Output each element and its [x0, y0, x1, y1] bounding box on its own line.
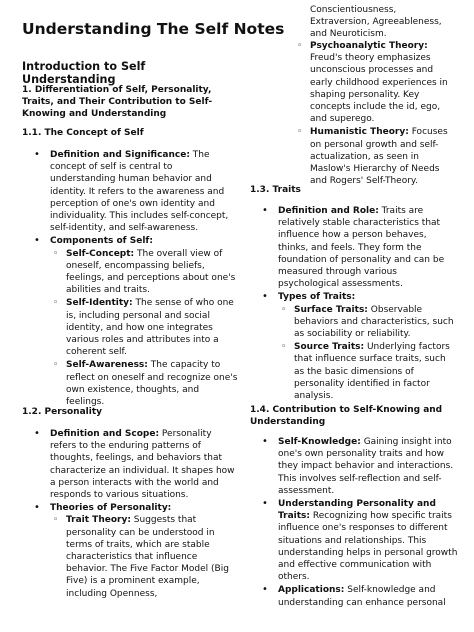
list-item	[278, 304, 458, 341]
list-item	[22, 149, 240, 234]
item-term: Surface Traits:	[294, 304, 368, 315]
item-term: Types of Traits:	[278, 292, 356, 303]
section-heading: Introduction to Self Understanding	[22, 60, 146, 86]
subsection-heading: 1. Differentiation of Self, Personality, Traits, and Their Contribution to Self-Knowing and Understanding	[22, 85, 213, 119]
theories-list-continued	[294, 40, 458, 187]
item-text: Suggests that personality can be understood in terms of traits, which are stable characteristics that influence behavior. The Five Factor Model (Big Five) is a prominent example, including Openness,	[66, 515, 229, 599]
item-text: Self-knowledge and understanding can enhance personal	[278, 585, 446, 608]
item-text: Focuses on personal growth and self-actualization, as seen in Maslow's Hierarchy of Needs and Rogers' Self-Theory.	[310, 127, 448, 187]
item-term: Definition and Role:	[278, 206, 379, 216]
components-list	[50, 248, 240, 409]
item-text: Gaining insight into one's own personality traits and how they impact behavior and interactions. This involves self-reflection and self-assessment.	[278, 437, 454, 496]
item-text: Traits are relatively stable characteristics that influence how a person behaves, thinks, and feels. They form the foundation of personality and can be measured through various psychological assessments.	[278, 206, 445, 290]
contribution-heading: 1.4. Contribution to Self-Knowing and Understanding	[250, 405, 443, 427]
personality-list	[22, 428, 240, 600]
item-term: Definition and Significance:	[50, 150, 190, 160]
list-item	[50, 248, 240, 297]
item-term: Theories of Personality:	[50, 503, 172, 514]
list-item	[50, 514, 240, 599]
list-item	[22, 502, 240, 600]
item-text: The overall view of oneself, encompassing beliefs, feelings, and perceptions about one's abilities and traits.	[66, 248, 236, 296]
list-item	[50, 359, 240, 408]
item-text: Personality refers to the enduring patterns of thoughts, feelings, and behaviors that characterize an individual. It shapes how a person interacts with the world and responds to various situations.	[50, 429, 235, 501]
traits-heading: 1.3. Traits	[250, 185, 301, 195]
item-text: The concept of self is central to understanding human behavior and identity. It refers to the awareness and perception of one's own identity and individuality. This includes self-concept, self-identity, and self-awareness.	[50, 150, 229, 234]
item-text: Recognizing how specific traits influence one's responses to different situations and relationships. This understanding helps in personal growth and effective communication with others.	[278, 511, 458, 583]
item-text: Underlying factors that influence surface traits, such as the basic dimensions of personality identified in factor analysis.	[294, 342, 450, 402]
item-term: Self-Awareness:	[66, 360, 148, 371]
item-term: Self-Identity:	[66, 298, 133, 309]
list-item	[278, 341, 458, 402]
item-term: Definition and Scope:	[50, 429, 160, 439]
item-text: Observable behaviors and characteristics, such as sociability or reliability.	[294, 304, 454, 340]
traits-list	[250, 205, 458, 402]
contribution-list	[250, 436, 458, 609]
item-term: Humanistic Theory:	[310, 127, 409, 138]
item-text: Freud's theory emphasizes unconscious processes and early childhood experiences in shaping personality. Key concepts include the id, ego, and superego.	[310, 53, 448, 125]
list-item	[250, 498, 458, 583]
list-item	[22, 428, 240, 501]
list-item	[250, 436, 458, 497]
concept-heading: 1.1. The Concept of Self	[22, 128, 144, 138]
item-term: Applications:	[278, 585, 345, 596]
item-term: Self-Concept:	[66, 248, 135, 259]
list-item	[250, 205, 458, 290]
list-item	[250, 291, 458, 402]
item-term: Source Traits:	[294, 342, 365, 353]
page-title: Understanding The Self Notes	[22, 20, 285, 38]
concept-list	[22, 149, 240, 408]
item-term: Self-Knowledge:	[278, 437, 361, 447]
continued-text: Conscientiousness, Extraversion, Agreeableness, and Neuroticism.	[310, 5, 442, 40]
list-item	[22, 235, 240, 408]
item-text: The capacity to reflect on oneself and recognize one's own existence, thoughts, and feelings.	[66, 360, 238, 408]
item-text: The sense of who one is, including personal and social identity, and how one integrates various roles and attributes into a coherent self.	[66, 298, 234, 358]
item-term: Understanding Personality and Traits:	[278, 499, 436, 522]
list-item	[294, 40, 458, 125]
theories-list	[50, 514, 240, 599]
trait-types-list	[278, 304, 458, 403]
list-item	[50, 297, 240, 358]
item-term: Psychoanalytic Theory:	[310, 41, 428, 51]
list-item	[294, 126, 458, 187]
personality-heading: 1.2. Personality	[22, 407, 102, 417]
item-term: Trait Theory:	[66, 515, 131, 526]
list-item	[250, 584, 458, 608]
item-term: Components of Self:	[50, 236, 153, 247]
